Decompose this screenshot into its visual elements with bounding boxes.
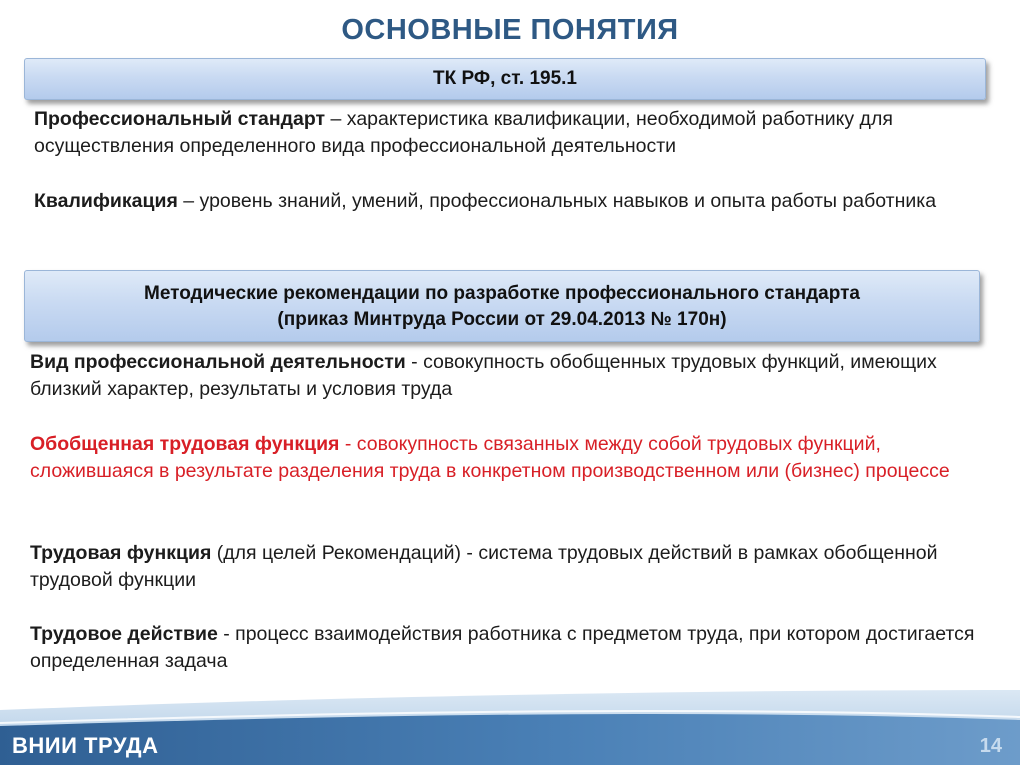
- definition-term: Профессиональный стандарт: [34, 108, 326, 130]
- footer: [0, 690, 1020, 765]
- definition-text: - совокупность обобщенных трудовых функций, имеющих близкий характер, результаты и условия труда: [30, 351, 937, 400]
- definition-text: (для целей Рекомендаций) - система трудовых действий в рамках обобщенной трудовой функции: [30, 542, 938, 591]
- slide-title: ОСНОВНЫЕ ПОНЯТИЯ: [341, 14, 679, 46]
- banner-line-2: (приказ Минтруда России от 29.04.2013 № 170н): [277, 309, 727, 330]
- banner-methodical-recommendations: [24, 270, 980, 342]
- banner-tk-article: ТК РФ, ст. 195.1: [24, 58, 986, 100]
- organization-logo-text: ВНИИ ТРУДА: [12, 733, 159, 758]
- definition-term: Вид профессиональной деятельности: [30, 351, 406, 373]
- definition-term: Обобщенная трудовая функция: [30, 433, 340, 455]
- definition-professional-standard: [34, 106, 994, 160]
- definition-generalized-labor-function: [30, 431, 1000, 485]
- page-number: 14: [979, 735, 1002, 757]
- definition-term: Квалификация: [34, 190, 178, 212]
- definition-term: Трудовое действие: [30, 623, 218, 645]
- definition-text: – характеристика квалификации, необходимой работнику для осуществления определенного вида профессиональной деятельности: [34, 108, 893, 157]
- definition-qualification: [34, 188, 994, 215]
- definition-text: – уровень знаний, умений, профессиональных навыков и опыта работы работника: [177, 190, 937, 212]
- definition-labor-action: [30, 621, 990, 675]
- definition-text: - совокупность связанных между собой трудовых функций, сложившаяся в результате разделения труда в конкретном производственном или (бизнес) процессе: [30, 433, 950, 482]
- banner-line-1: Методические рекомендации по разработке профессионального стандарта: [144, 283, 860, 304]
- definition-term: Трудовая функция: [30, 542, 212, 564]
- definition-labor-function: [30, 540, 990, 594]
- definition-text: - процесс взаимодействия работника с предметом труда, при котором достигается определенная задача: [30, 623, 975, 672]
- definition-activity-type: [30, 349, 990, 403]
